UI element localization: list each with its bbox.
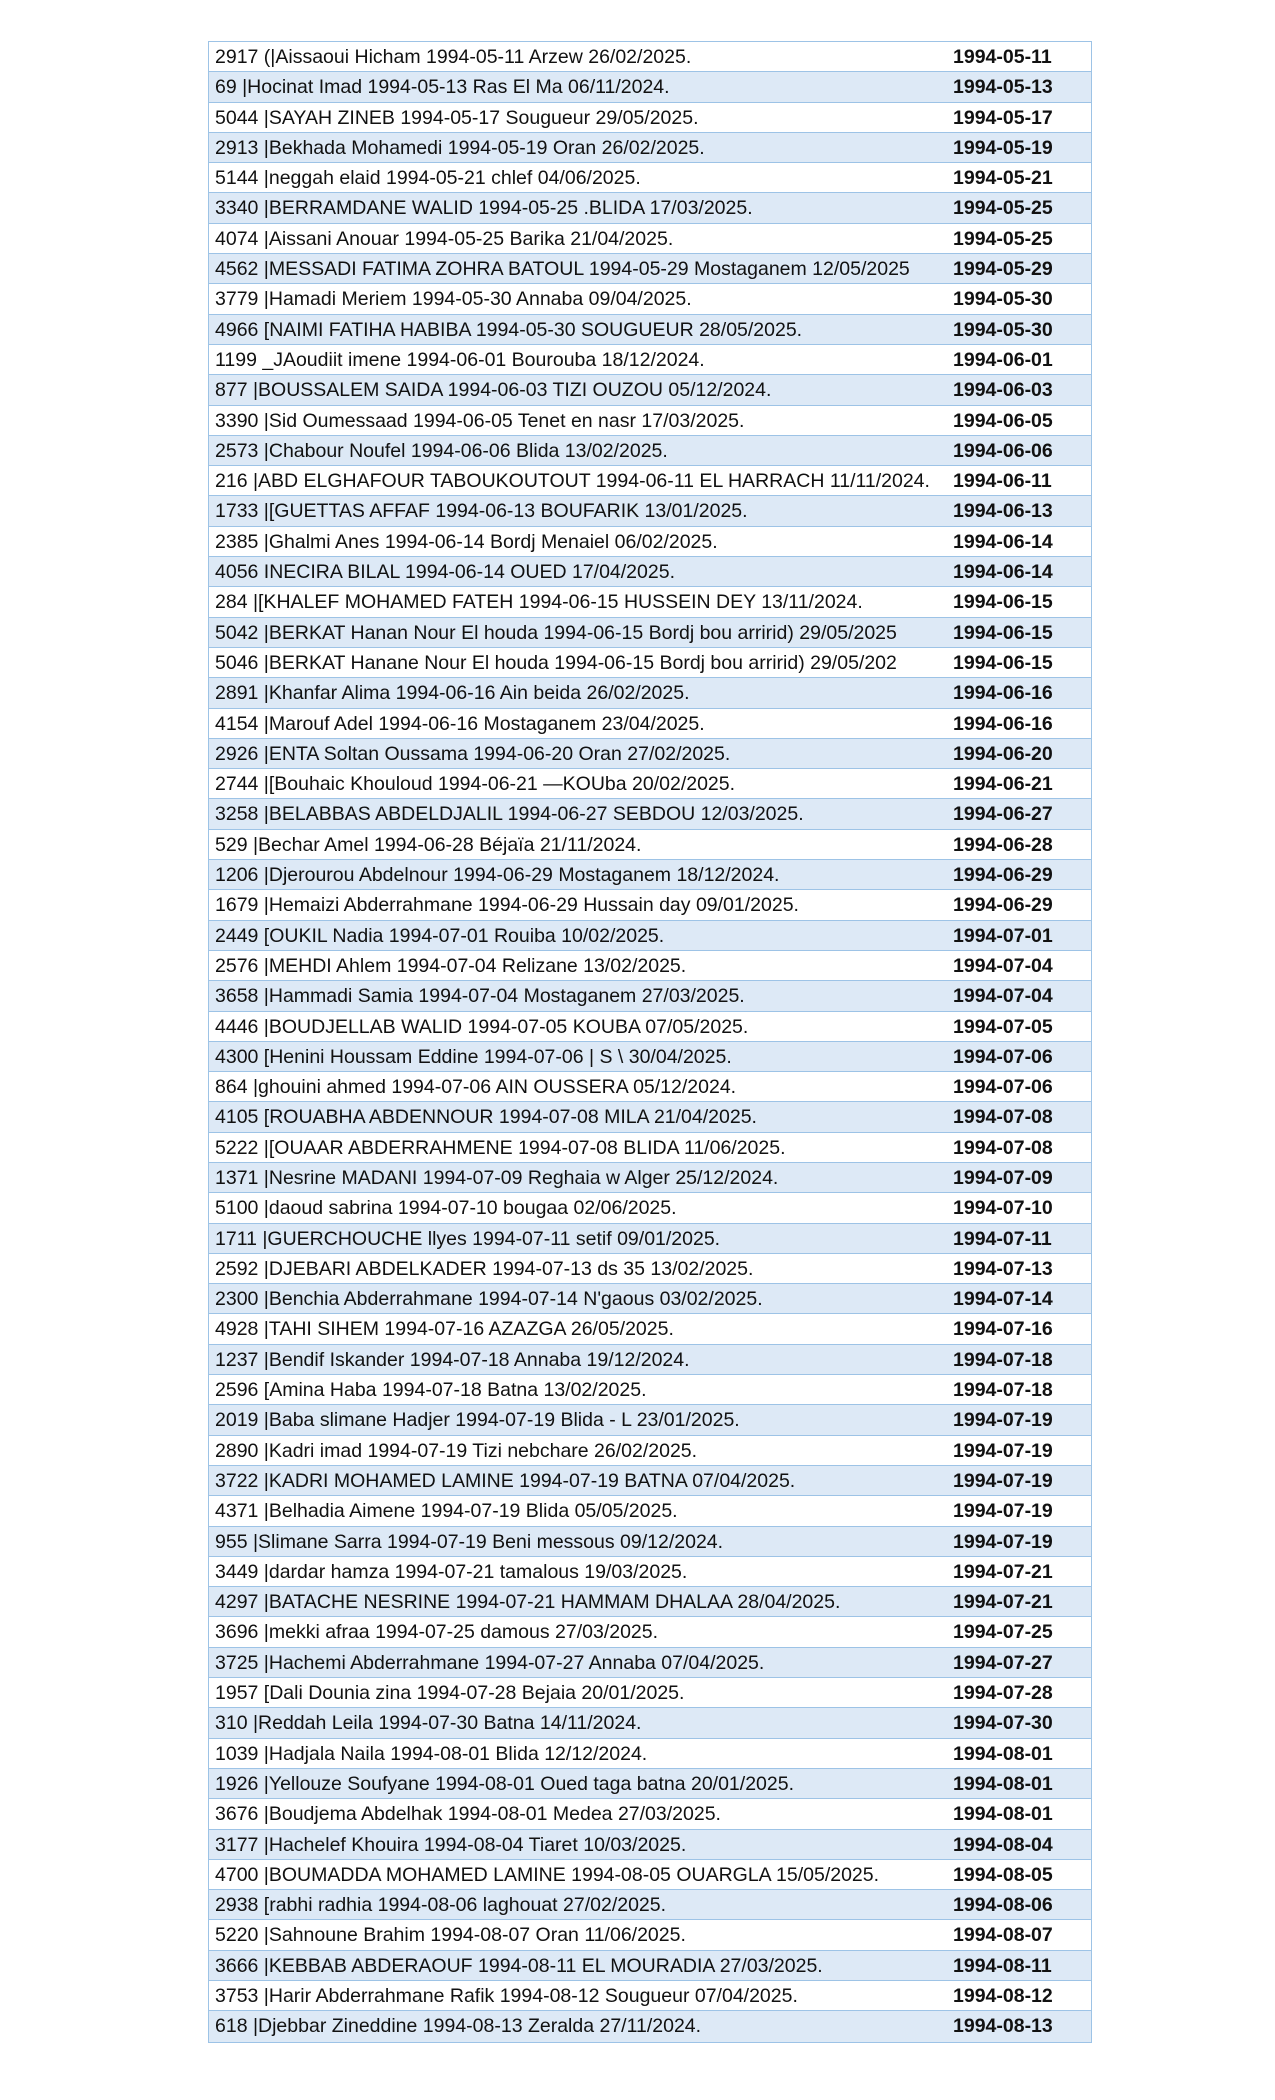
record-date: 1994-05-13 [953,76,1053,99]
table-row [209,375,1091,405]
record-entry: 4056 INECIRA BILAL 1994-06-14 OUED 17/04/2025. [215,561,675,584]
record-entry: 3779 |Hamadi Meriem 1994-05-30 Annaba 09/04/2025. [215,288,692,311]
record-entry: 5100 |daoud sabrina 1994-07-10 bougaa 02/06/2025. [215,1197,677,1220]
record-date: 1994-07-06 [953,1045,1053,1068]
table-row [209,1648,1091,1678]
record-entry: 1733 |[GUETTAS AFFAF 1994-06-13 BOUFARIK 13/01/2025. [215,500,748,523]
table-row [209,466,1091,496]
table-row [209,799,1091,829]
record-date: 1994-07-06 [953,1076,1053,1099]
record-date: 1994-06-27 [953,803,1053,826]
table-row [209,1617,1091,1647]
record-date: 1994-06-15 [953,621,1053,644]
record-entry: 4562 |MESSADI FATIMA ZOHRA BATOUL 1994-05-29 Mostaganem 12/05/2025 [215,258,910,281]
record-date: 1994-06-14 [953,530,1053,553]
table-row [209,739,1091,769]
record-date: 1994-05-17 [953,106,1053,129]
table-row [209,1375,1091,1405]
record-entry: 1237 |Bendif Iskander 1994-07-18 Annaba 19/12/2024. [215,1348,690,1371]
record-date: 1994-07-21 [953,1560,1053,1583]
record-entry: 4446 |BOUDJELLAB WALID 1994-07-05 KOUBA 07/05/2025. [215,1015,749,1038]
table-row [209,133,1091,163]
table-row [209,1890,1091,1920]
record-date: 1994-06-16 [953,682,1053,705]
table-row [209,2011,1091,2041]
record-date: 1994-06-21 [953,773,1053,796]
record-entry: 69 |Hocinat Imad 1994-05-13 Ras El Ma 06/11/2024. [215,76,670,99]
record-entry: 2300 |Benchia Abderrahmane 1994-07-14 N'gaous 03/02/2025. [215,1288,763,1311]
record-date: 1994-06-01 [953,348,1053,371]
record-date: 1994-07-19 [953,1439,1053,1462]
table-row [209,1466,1091,1496]
record-entry: 2744 |[Bouhaic Khouloud 1994-06-21 —KOUba 20/02/2025. [215,773,736,796]
table-row [209,496,1091,526]
record-date: 1994-07-27 [953,1651,1053,1674]
record-entry: 3390 |Sid Oumessaad 1994-06-05 Tenet en nasr 17/03/2025. [215,409,745,432]
record-entry: 4966 [NAIMI FATIHA HABIBA 1994-05-30 SOUGUEUR 28/05/2025. [215,318,803,341]
record-entry: 955 |Slimane Sarra 1994-07-19 Beni messous 09/12/2024. [215,1530,724,1553]
table-row [209,618,1091,648]
record-date: 1994-06-16 [953,712,1053,735]
record-entry: 216 |ABD ELGHAFOUR TABOUKOUTOUT 1994-06-11 EL HARRACH 11/11/2024. [215,470,930,493]
record-entry: 4154 |Marouf Adel 1994-06-16 Mostaganem 23/04/2025. [215,712,705,735]
record-date: 1994-06-29 [953,864,1053,887]
record-entry: 4928 |TAHI SIHEM 1994-07-16 AZAZGA 26/05/2025. [215,1318,674,1341]
record-date: 1994-06-03 [953,379,1053,402]
record-date: 1994-08-13 [953,2015,1053,2038]
record-entry: 5044 |SAYAH ZINEB 1994-05-17 Sougueur 29/05/2025. [215,106,699,129]
record-entry: 5220 |Sahnoune Brahim 1994-08-07 Oran 11/06/2025. [215,1924,686,1947]
record-entry: 1926 |Yellouze Soufyane 1994-08-01 Oued taga batna 20/01/2025. [215,1772,794,1795]
table-row [209,709,1091,739]
table-row [209,284,1091,314]
table-row [209,103,1091,133]
record-date: 1994-07-04 [953,954,1053,977]
record-entry: 5144 |neggah elaid 1994-05-21 chlef 04/06/2025. [215,167,641,190]
record-date: 1994-07-25 [953,1621,1053,1644]
record-entry: 1039 |Hadjala Naila 1994-08-01 Blida 12/12/2024. [215,1742,648,1765]
record-date: 1994-06-29 [953,894,1053,917]
record-date: 1994-06-14 [953,561,1053,584]
record-entry: 2917 (|Aissaoui Hicham 1994-05-11 Arzew 26/02/2025. [215,46,692,68]
record-date: 1994-08-12 [953,1985,1053,2007]
record-entry: 864 |ghouini ahmed 1994-07-06 AIN OUSSERA 05/12/2024. [215,1076,737,1099]
record-date: 1994-06-20 [953,742,1053,765]
record-entry: 3177 |Hachelef Khouira 1994-08-04 Tiaret 10/03/2025. [215,1833,687,1856]
record-entry: 310 |Reddah Leila 1994-07-30 Batna 14/11/2024. [215,1712,642,1735]
record-entry: 2890 |Kadri imad 1994-07-19 Tizi nebchare 26/02/2025. [215,1439,698,1462]
record-entry: 3676 |Boudjema Abdelhak 1994-08-01 Medea 27/03/2025. [215,1803,721,1826]
record-entry: 618 |Djebbar Zineddine 1994-08-13 Zeralda 27/11/2024. [215,2015,702,2038]
record-date: 1994-07-16 [953,1318,1053,1341]
record-entry: 1679 |Hemaizi Abderrahmane 1994-06-29 Hussain day 09/01/2025. [215,894,799,917]
table-row [209,557,1091,587]
record-entry: 4700 |BOUMADDA MOHAMED LAMINE 1994-08-05 OUARGLA 15/05/2025. [215,1863,880,1886]
table-row [209,587,1091,617]
record-date: 1994-08-11 [953,1954,1052,1977]
record-date: 1994-08-01 [953,1742,1053,1765]
table-row [209,1830,1091,1860]
record-entry: 2019 |Baba slimane Hadjer 1994-07-19 Blida - L 23/01/2025. [215,1409,740,1432]
record-date: 1994-07-10 [953,1197,1053,1220]
record-date: 1994-06-28 [953,833,1053,856]
record-date: 1994-07-08 [953,1106,1053,1129]
record-date: 1994-07-19 [953,1409,1053,1432]
table-row [209,1405,1091,1435]
table-row [209,224,1091,254]
record-entry: 3658 |Hammadi Samia 1994-07-04 Mostaganem 27/03/2025. [215,985,745,1008]
table-row [209,1708,1091,1738]
record-entry: 1371 |Nesrine MADANI 1994-07-09 Reghaia w Alger 25/12/2024. [215,1166,779,1189]
table-row [209,193,1091,223]
table-row [209,678,1091,708]
table-row [209,981,1091,1011]
record-entry: 877 |BOUSSALEM SAIDA 1994-06-03 TIZI OUZOU 05/12/2024. [215,379,772,402]
record-date: 1994-05-21 [953,167,1053,190]
record-entry: 2592 |DJEBARI ABDELKADER 1994-07-13 ds 35 13/02/2025. [215,1257,754,1280]
table-row [209,1951,1091,1981]
record-entry: 2891 |Khanfar Alima 1994-06-16 Ain beida 26/02/2025. [215,682,690,705]
table-row [209,406,1091,436]
record-date: 1994-05-19 [953,136,1053,159]
record-date: 1994-07-21 [953,1591,1053,1614]
record-date: 1994-06-15 [953,591,1053,614]
record-date: 1994-07-18 [953,1379,1053,1402]
table-row [209,1799,1091,1829]
table-row [209,345,1091,375]
table-row [209,1314,1091,1344]
record-entry: 5042 |BERKAT Hanan Nour El houda 1994-06-15 Bordj bou arririd) 29/05/2025 [215,621,897,644]
table-row [209,1496,1091,1526]
table-row [209,921,1091,951]
table-row [209,1193,1091,1223]
table-row [209,1436,1091,1466]
table-row [209,254,1091,284]
record-date: 1994-08-05 [953,1863,1053,1886]
record-date: 1994-07-14 [953,1288,1053,1311]
table-row [209,860,1091,890]
record-entry: 284 |[KHALEF MOHAMED FATEH 1994-06-15 HUSSEIN DEY 13/11/2024. [215,591,863,614]
record-date: 1994-05-30 [953,288,1053,311]
table-row [209,890,1091,920]
table-row [209,1981,1091,2011]
record-date: 1994-05-11 [953,46,1052,68]
table-row [209,1920,1091,1950]
table-row [209,1769,1091,1799]
record-date: 1994-07-30 [953,1712,1053,1735]
table-row [209,1527,1091,1557]
table-row [209,1860,1091,1890]
table-row [209,1072,1091,1102]
record-entry: 3449 |dardar hamza 1994-07-21 tamalous 19/03/2025. [215,1560,688,1583]
table-row [209,830,1091,860]
record-date: 1994-08-06 [953,1894,1053,1917]
records-table [208,41,1092,2043]
record-date: 1994-07-11 [953,1227,1052,1250]
table-row [209,1163,1091,1193]
record-entry: 3340 |BERRAMDANE WALID 1994-05-25 .BLIDA 17/03/2025. [215,197,753,220]
table-row [209,1224,1091,1254]
record-entry: 3258 |BELABBAS ABDELDJALIL 1994-06-27 SEBDOU 12/03/2025. [215,803,804,826]
record-date: 1994-07-19 [953,1500,1053,1523]
table-row [209,1012,1091,1042]
record-date: 1994-07-01 [953,924,1053,947]
record-date: 1994-07-09 [953,1166,1053,1189]
table-row [209,769,1091,799]
record-entry: 2576 |MEHDI Ahlem 1994-07-04 Relizane 13/02/2025. [215,954,687,977]
table-row [209,72,1091,102]
record-entry: 2385 |Ghalmi Anes 1994-06-14 Bordj Menaiel 06/02/2025. [215,530,718,553]
record-entry: 4300 [Henini Houssam Eddine 1994-07-06 | S \ 30/04/2025. [215,1045,732,1068]
table-row [209,1557,1091,1587]
record-date: 1994-06-15 [953,651,1053,674]
table-row [209,1345,1091,1375]
table-row [209,1254,1091,1284]
record-entry: 2573 |Chabour Noufel 1994-06-06 Blida 13/02/2025. [215,439,668,462]
record-entry: 2926 |ENTA Soltan Oussama 1994-06-20 Oran 27/02/2025. [215,742,731,765]
record-date: 1994-07-28 [953,1682,1053,1705]
record-entry: 4371 |Belhadia Aimene 1994-07-19 Blida 05/05/2025. [215,1500,678,1523]
record-date: 1994-08-01 [953,1803,1053,1826]
record-entry: 2449 [OUKIL Nadia 1994-07-01 Rouiba 10/02/2025. [215,924,665,947]
record-date: 1994-05-25 [953,197,1053,220]
table-row [209,436,1091,466]
table-row [209,163,1091,193]
record-entry: 3722 |KADRI MOHAMED LAMINE 1994-07-19 BATNA 07/04/2025. [215,1469,796,1492]
record-date: 1994-07-04 [953,985,1053,1008]
record-entry: 5046 |BERKAT Hanane Nour El houda 1994-06-15 Bordj bou arririd) 29/05/202 [215,651,897,674]
record-entry: 1206 |Djerourou Abdelnour 1994-06-29 Mostaganem 18/12/2024. [215,864,780,887]
record-date: 1994-05-25 [953,227,1053,250]
record-entry: 529 |Bechar Amel 1994-06-28 Béjaïa 21/11/2024. [215,833,642,856]
record-date: 1994-07-13 [953,1257,1053,1280]
record-entry: 5222 |[OUAAR ABDERRAHMENE 1994-07-08 BLIDA 11/06/2025. [215,1136,786,1159]
record-entry: 3666 |KEBBAB ABDERAOUF 1994-08-11 EL MOURADIA 27/03/2025. [215,1954,823,1977]
record-entry: 2938 [rabhi radhia 1994-08-06 laghouat 27/02/2025. [215,1894,667,1917]
table-row [209,1133,1091,1163]
record-entry: 2596 [Amina Haba 1994-07-18 Batna 13/02/2025. [215,1379,647,1402]
table-row [209,1587,1091,1617]
record-entry: 1957 [Dali Dounia zina 1994-07-28 Bejaia 20/01/2025. [215,1682,685,1705]
record-date: 1994-07-05 [953,1015,1053,1038]
table-row [209,1678,1091,1708]
record-date: 1994-07-19 [953,1530,1053,1553]
table-row [209,951,1091,981]
table-row [209,527,1091,557]
record-entry: 1199 _JAoudiit imene 1994-06-01 Bourouba 18/12/2024. [215,348,705,371]
record-entry: 4297 |BATACHE NESRINE 1994-07-21 HAMMAM DHALAA 28/04/2025. [215,1591,841,1614]
table-row [209,1102,1091,1132]
table-row [209,1284,1091,1314]
record-date: 1994-06-13 [953,500,1053,523]
record-date: 1994-06-11 [953,470,1052,493]
record-date: 1994-08-04 [953,1833,1053,1856]
record-entry: 1711 |GUERCHOUCHE llyes 1994-07-11 setif 09/01/2025. [215,1227,721,1250]
record-entry: 4074 |Aissani Anouar 1994-05-25 Barika 21/04/2025. [215,227,674,250]
record-date: 1994-05-30 [953,318,1053,341]
table-row [209,1739,1091,1769]
record-entry: 3725 |Hachemi Abderrahmane 1994-07-27 Annaba 07/04/2025. [215,1651,765,1674]
record-entry: 4105 [ROUABHA ABDENNOUR 1994-07-08 MILA 21/04/2025. [215,1106,757,1129]
record-date: 1994-06-05 [953,409,1053,432]
record-date: 1994-08-07 [953,1924,1053,1947]
table-row [209,1042,1091,1072]
table-row [209,315,1091,345]
table-row [209,648,1091,678]
record-date: 1994-08-01 [953,1772,1053,1795]
table-row [209,42,1091,72]
record-entry: 2913 |Bekhada Mohamedi 1994-05-19 Oran 26/02/2025. [215,136,705,159]
record-date: 1994-07-08 [953,1136,1053,1159]
record-date: 1994-05-29 [953,258,1053,281]
record-date: 1994-07-18 [953,1348,1053,1371]
record-entry: 3753 |Harir Abderrahmane Rafik 1994-08-12 Sougueur 07/04/2025. [215,1985,798,2007]
record-date: 1994-06-06 [953,439,1053,462]
record-entry: 3696 |mekki afraa 1994-07-25 damous 27/03/2025. [215,1621,659,1644]
record-date: 1994-07-19 [953,1469,1053,1492]
